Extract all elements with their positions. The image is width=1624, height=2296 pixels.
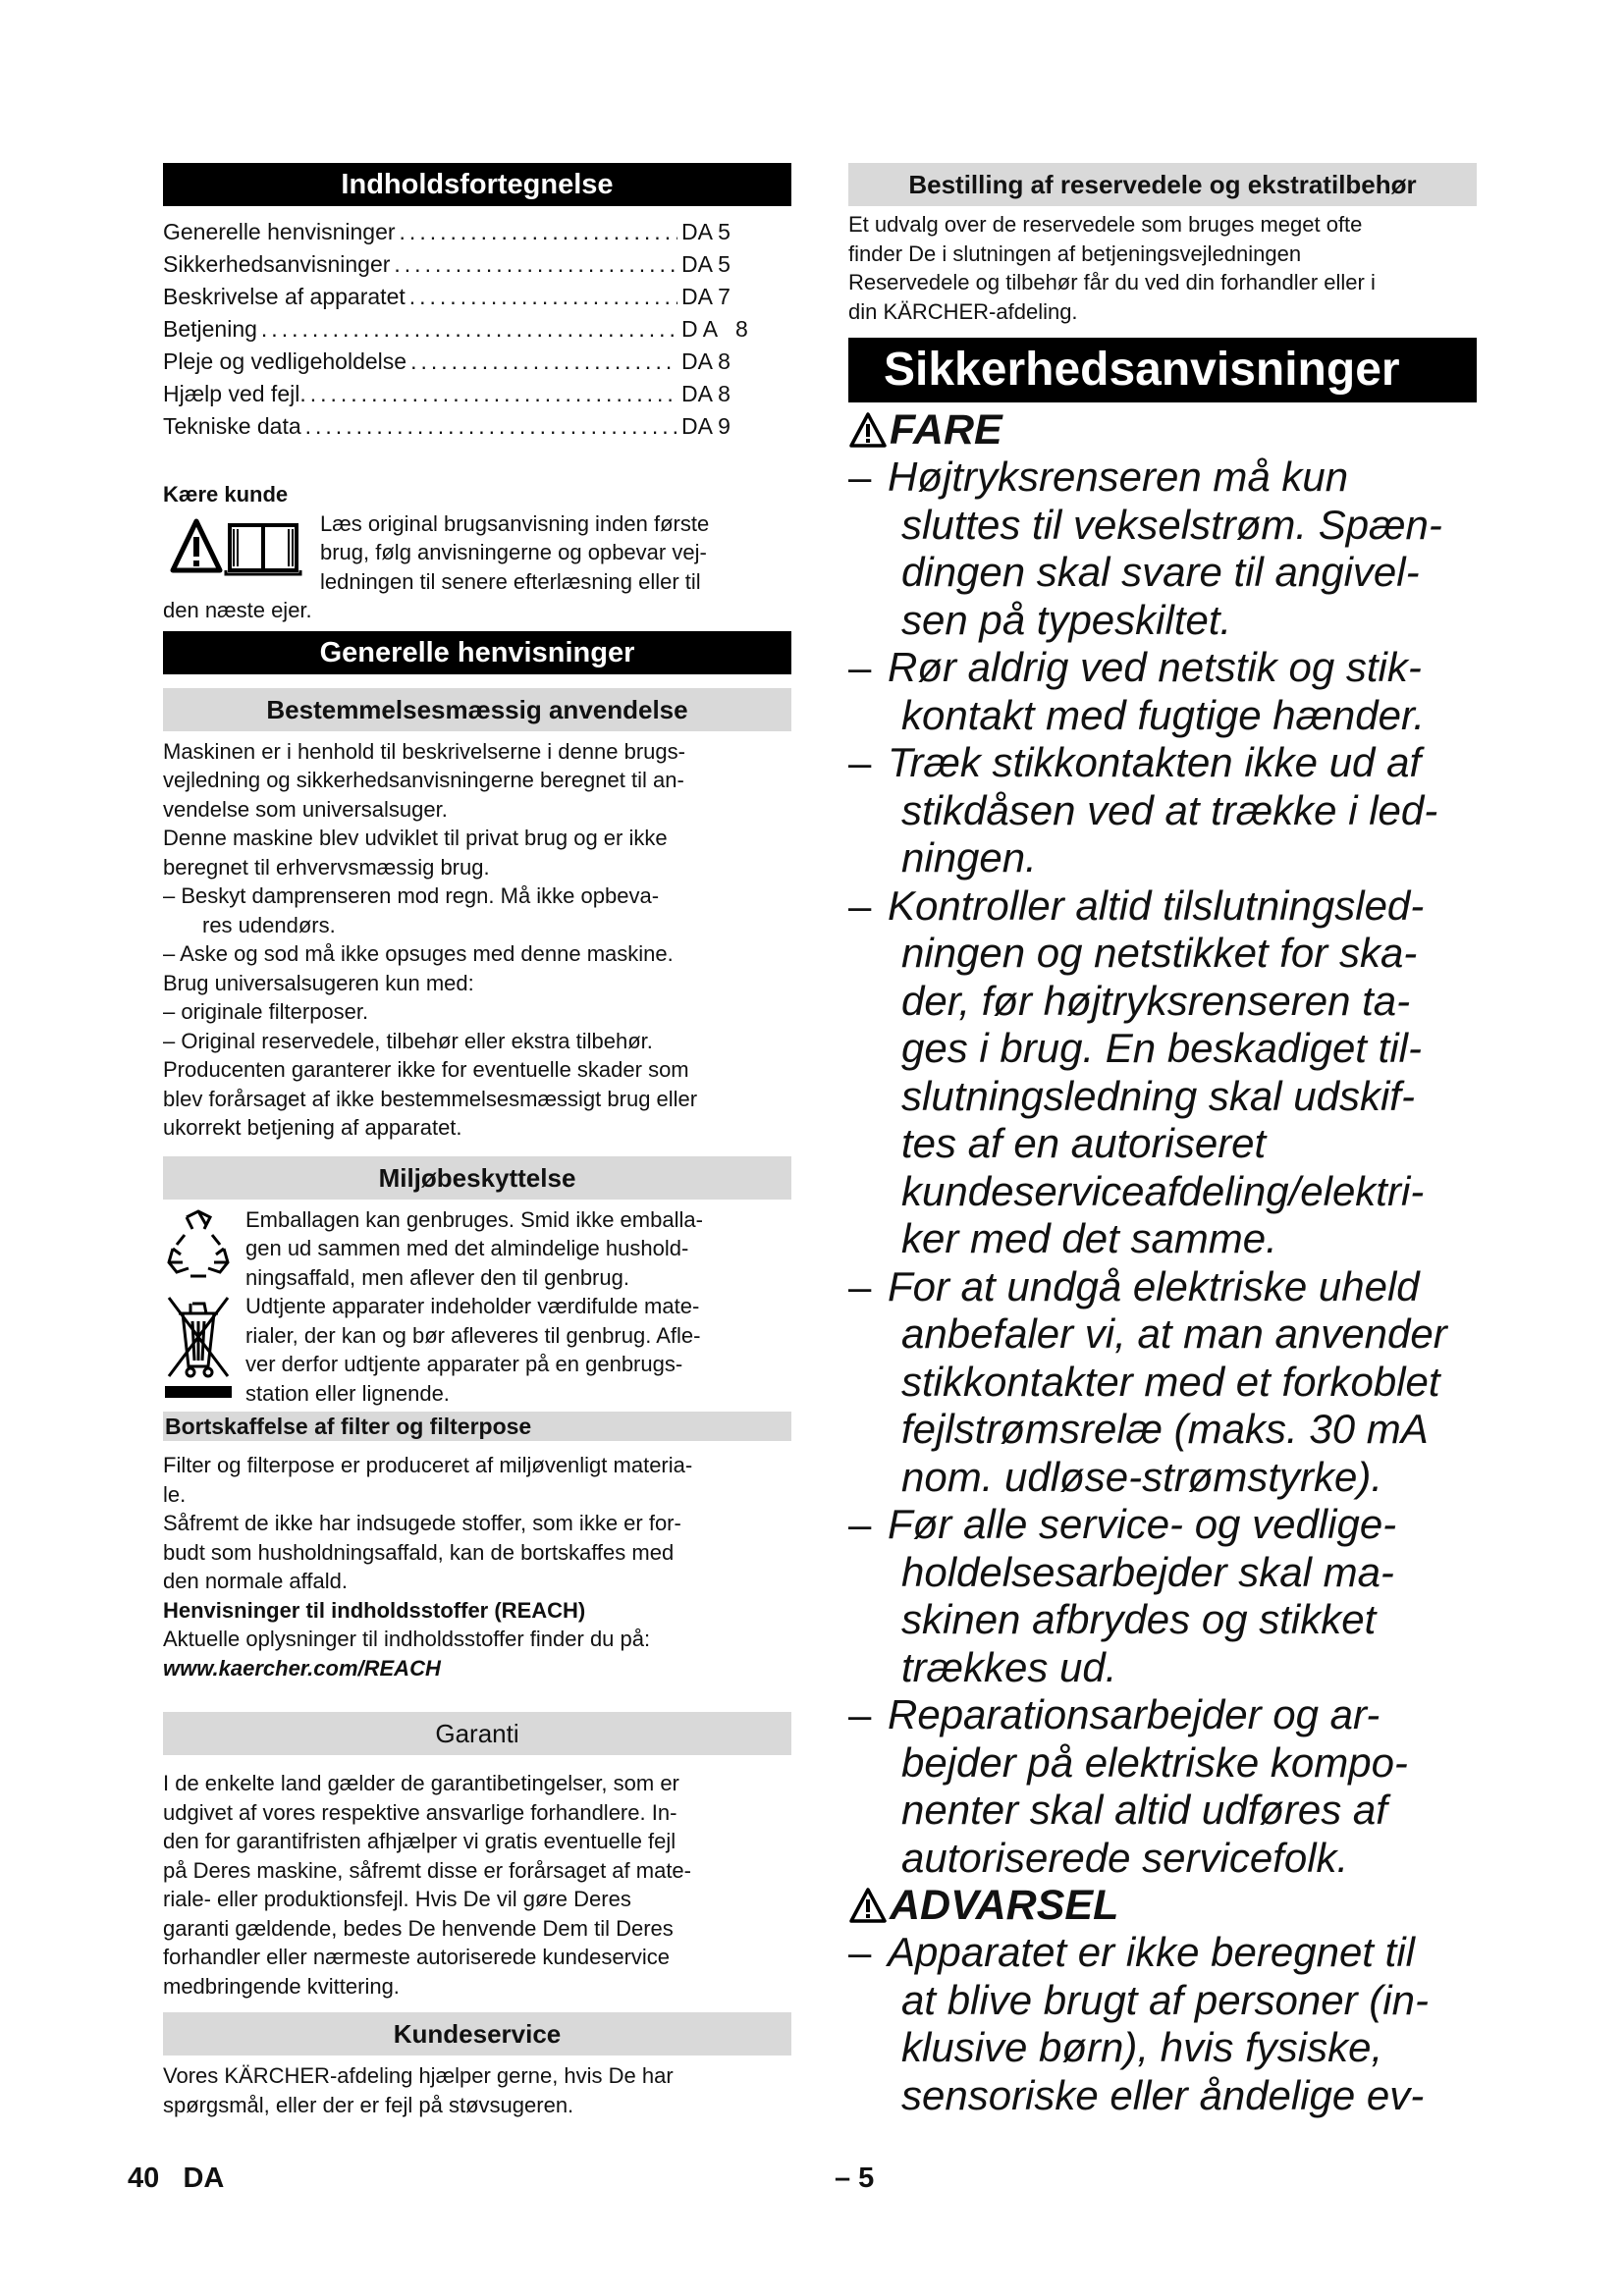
text-line: gen ud sammen med det almindelige hushold- bbox=[245, 1236, 689, 1260]
safety-line: stikdåsen ved at trække i led- bbox=[901, 786, 1438, 833]
safety-line: – Kontroller altid tilslutningsled- bbox=[848, 881, 1425, 929]
safety-item bbox=[848, 1501, 1477, 1691]
safety-line: nenter skal altid udføres af bbox=[901, 1787, 1387, 1833]
intended-use-body bbox=[163, 737, 791, 1143]
safety-item bbox=[848, 739, 1477, 882]
text-line: din KÄRCHER-afdeling. bbox=[848, 298, 1078, 324]
safety-line: ningen. bbox=[901, 834, 1037, 881]
toc-item[interactable]: Hjælp ved fejl. ..... DA 8 bbox=[163, 378, 742, 410]
danger-label: FARE bbox=[890, 406, 1002, 454]
safety-line: – Reparationsarbejder og ar- bbox=[848, 1691, 1380, 1737]
recycle-icon bbox=[163, 1207, 234, 1286]
text-line: den for garantifristen afhjælper vi gratis eventuelle fejl bbox=[163, 1829, 677, 1853]
safety-item bbox=[848, 1929, 1477, 2119]
safety-line: kontakt med fugtige hænder. bbox=[901, 691, 1426, 738]
text-line: Maskinen er i henhold til beskrivelserne i denne brugs- bbox=[163, 738, 685, 764]
warning-triangle-icon bbox=[848, 411, 888, 449]
safety-line: sen på typeskiltet. bbox=[901, 596, 1232, 643]
danger-heading bbox=[848, 406, 1477, 454]
service-body bbox=[163, 2061, 791, 2119]
safety-item bbox=[848, 882, 1477, 1263]
text-line: medbringende kvittering. bbox=[163, 1973, 400, 1999]
dash-item: – Original reservedele, tilbehør eller ekstra tilbehør. bbox=[163, 1028, 653, 1053]
safety-line: – Før alle service- og vedlige- bbox=[848, 1501, 1397, 1547]
general-title: Generelle henvisninger bbox=[163, 631, 791, 674]
warning-heading bbox=[848, 1882, 1477, 1929]
warning-triangle-icon bbox=[848, 1887, 888, 1924]
safety-line: dingen skal svare til angivel- bbox=[901, 549, 1420, 595]
warning-list bbox=[848, 1929, 1477, 2119]
safety-line: – Højtryksrenseren må kun bbox=[848, 454, 1349, 500]
text-line: station eller lignende. bbox=[245, 1380, 450, 1406]
dear-line: brug, følg anvisningerne og opbevar vej- bbox=[320, 540, 707, 564]
text-line: Producenten garanterer ikke for eventuelle skader som bbox=[163, 1057, 689, 1082]
safety-line: der, før højtryksrenseren ta- bbox=[901, 977, 1411, 1024]
disposal-title: Bortskaffelse af filter og filterpose bbox=[163, 1412, 791, 1441]
service-title: Kundeservice bbox=[163, 2012, 791, 2056]
text-line: udgivet af vores respektive ansvarlige forhandlere. In- bbox=[163, 1799, 677, 1825]
safety-line: tes af en autoriseret bbox=[901, 1120, 1267, 1166]
safety-line: klusive børn), hvis fysiske, bbox=[901, 2024, 1383, 2070]
safety-line: stikkontakter med et forkoblet bbox=[901, 1358, 1440, 1405]
disposal-body bbox=[163, 1451, 791, 1682]
dear-customer-title: Kære kunde bbox=[163, 482, 289, 507]
safety-item bbox=[848, 1263, 1477, 1502]
text-line: vendelse som universalsuger. bbox=[163, 796, 448, 822]
dash-item: – originale filterposer. bbox=[163, 999, 369, 1024]
text-line: på Deres maskine, såfremt disse er forårsaget af mate- bbox=[163, 1857, 691, 1883]
text-line: Et udvalg over de reservedele som bruges meget ofte bbox=[848, 212, 1363, 237]
text-line: Vores KÄRCHER-afdeling hjælper gerne, hvis De har bbox=[163, 2063, 674, 2088]
safety-line: autoriserede servicefolk. bbox=[901, 1834, 1349, 1881]
parts-title: Bestilling af reservedele og ekstratilbehør bbox=[848, 163, 1477, 206]
safety-line: holdelsesarbejder skal ma- bbox=[901, 1548, 1394, 1595]
danger-list bbox=[848, 454, 1477, 1882]
warning-read-manual-icon bbox=[169, 515, 306, 576]
safety-line: ges i brug. En beskadiget til- bbox=[901, 1025, 1422, 1071]
toc-list bbox=[163, 216, 748, 443]
text-line: Brug universalsugeren kun med: bbox=[163, 970, 474, 995]
safety-line: sluttes til vekselstrøm. Spæn- bbox=[901, 501, 1442, 548]
reach-title: Henvisninger til indholdsstoffer (REACH) bbox=[163, 1597, 586, 1623]
weee-block bbox=[163, 1292, 791, 1408]
text-line: ukorrekt betjening af apparatet. bbox=[163, 1115, 462, 1140]
warranty-body bbox=[163, 1769, 791, 2001]
text-line: Udtjente apparater indeholder værdifulde mate- bbox=[245, 1294, 700, 1318]
right-column bbox=[848, 163, 1477, 2119]
safety-line: – Apparatet er ikke beregnet til bbox=[848, 1929, 1415, 1975]
dash-item: – Beskyt damprenseren mod regn. Må ikke opbeva- bbox=[163, 883, 660, 908]
safety-line: slutningsledning skal udskif- bbox=[901, 1072, 1415, 1119]
toc-item[interactable]: Generelle henvisninger ..... DA 5 bbox=[163, 216, 742, 248]
text-line: Filter og filterpose er produceret af miljøvenligt materia- bbox=[163, 1453, 693, 1477]
toc-item[interactable]: Beskrivelse af apparatet ..... DA 7 bbox=[163, 281, 742, 313]
text-line: Såfremt de ikke har indsugede stoffer, som ikke er for- bbox=[163, 1511, 681, 1535]
safety-line: kundeserviceafdeling/elektri- bbox=[901, 1167, 1425, 1214]
toc-item[interactable]: Betjening ..... D A 8 bbox=[163, 313, 742, 346]
text-line: finder De i slutningen af betjeningsvejledningen bbox=[848, 240, 1302, 266]
reach-link[interactable]: www.kaercher.com/REACH bbox=[163, 1655, 441, 1681]
safety-item bbox=[848, 1691, 1477, 1882]
safety-item bbox=[848, 454, 1477, 644]
toc-title: Indholdsfortegnelse bbox=[163, 163, 791, 206]
text-line: ver derfor udtjente apparater på en genbrugs- bbox=[245, 1352, 683, 1376]
safety-line: sensoriske eller åndelige ev- bbox=[901, 2071, 1425, 2118]
toc-item[interactable]: Pleje og vedligeholdelse ..... DA 8 bbox=[163, 346, 742, 378]
text-line: vejledning og sikkerhedsanvisningerne beregnet til an- bbox=[163, 768, 684, 792]
warning-label: ADVARSEL bbox=[890, 1882, 1119, 1929]
safety-title: Sikkerhedsanvisninger bbox=[848, 338, 1477, 402]
page-number: 40 DA bbox=[128, 2163, 225, 2194]
crossed-bin-icon bbox=[163, 1292, 234, 1402]
text-line: garanti gældende, bedes De henvende Dem til Deres bbox=[163, 1915, 674, 1941]
safety-line: at blive brugt af personer (in- bbox=[901, 1976, 1429, 2023]
text-line: ningsaffald, men aflever den til genbrug. bbox=[245, 1264, 629, 1290]
dear-line: Læs original brugsanvisning inden første bbox=[320, 510, 710, 536]
text-line: forhandler eller nærmeste autoriserede kundeservice bbox=[163, 1945, 671, 1969]
toc-item[interactable]: Tekniske data ..... DA 9 bbox=[163, 410, 742, 443]
safety-line: trækkes ud. bbox=[901, 1643, 1117, 1690]
text-line: Reservedele og tilbehør får du ved din forhandler eller i bbox=[848, 270, 1376, 294]
text-line: budt som husholdningsaffald, kan de bortskaffes med bbox=[163, 1539, 675, 1565]
toc-item[interactable]: Sikkerhedsanvisninger ..... DA 5 bbox=[163, 248, 742, 281]
text-line: spørgsmål, eller der er fejl på støvsugeren. bbox=[163, 2092, 574, 2117]
safety-line: skinen afbrydes og stikket bbox=[901, 1596, 1377, 1642]
text-line: riale- eller produktionsfejl. Hvis De vil gøre Deres bbox=[163, 1887, 631, 1911]
text-line: Emballagen kan genbruges. Smid ikke emballa- bbox=[245, 1206, 703, 1232]
recycle-block bbox=[163, 1205, 791, 1293]
text-line: Denne maskine blev udviklet til privat brug og er ikke bbox=[163, 826, 668, 850]
environment-title: Miljøbeskyttelse bbox=[163, 1156, 791, 1200]
text-line: rialer, der kan og bør afleveres til genbrug. Afle- bbox=[245, 1322, 701, 1348]
safety-line: ningen og netstikket for ska- bbox=[901, 930, 1418, 976]
dear-customer-block bbox=[163, 480, 791, 625]
safety-line: bejder på elektriske kompo- bbox=[901, 1738, 1408, 1786]
safety-line: – For at undgå elektriske uheld bbox=[848, 1262, 1420, 1309]
dash-item-cont: res udendørs. bbox=[202, 912, 336, 937]
text-line: den normale affald. bbox=[163, 1569, 348, 1593]
safety-line: ker med det samme. bbox=[901, 1215, 1277, 1261]
dash-item: – Aske og sod må ikke opsuges med denne maskine. bbox=[163, 941, 674, 966]
safety-line: nom. udløse-strømstyrke). bbox=[901, 1453, 1383, 1500]
safety-line: – Rør aldrig ved netstik og stik- bbox=[848, 644, 1422, 690]
text-line: le. bbox=[163, 1481, 187, 1507]
intended-use-title: Bestemmelsesmæssig anvendelse bbox=[163, 688, 791, 731]
section-page: – 5 bbox=[835, 2163, 875, 2194]
dear-line: ledningen til senere efterlæsning eller til bbox=[320, 568, 701, 594]
text-line: beregnet til erhvervsmæssig brug. bbox=[163, 854, 490, 880]
dear-last-line: den næste ejer. bbox=[163, 598, 312, 622]
warranty-title: Garanti bbox=[163, 1712, 791, 1755]
text-line: blev forårsaget af ikke bestemmelsesmæssigt brug eller bbox=[163, 1086, 698, 1111]
text-line: I de enkelte land gælder de garantibetingelser, som er bbox=[163, 1771, 679, 1795]
parts-body bbox=[848, 210, 1477, 326]
safety-line: anbefaler vi, at man anvender bbox=[901, 1310, 1447, 1357]
left-column bbox=[163, 163, 791, 2119]
reach-text: Aktuelle oplysninger til indholdsstoffer finder du på: bbox=[163, 1627, 651, 1651]
safety-line: – Træk stikkontakten ikke ud af bbox=[848, 739, 1422, 785]
safety-item bbox=[848, 644, 1477, 739]
safety-line: fejlstrømsrelæ (maks. 30 mA bbox=[901, 1406, 1429, 1452]
